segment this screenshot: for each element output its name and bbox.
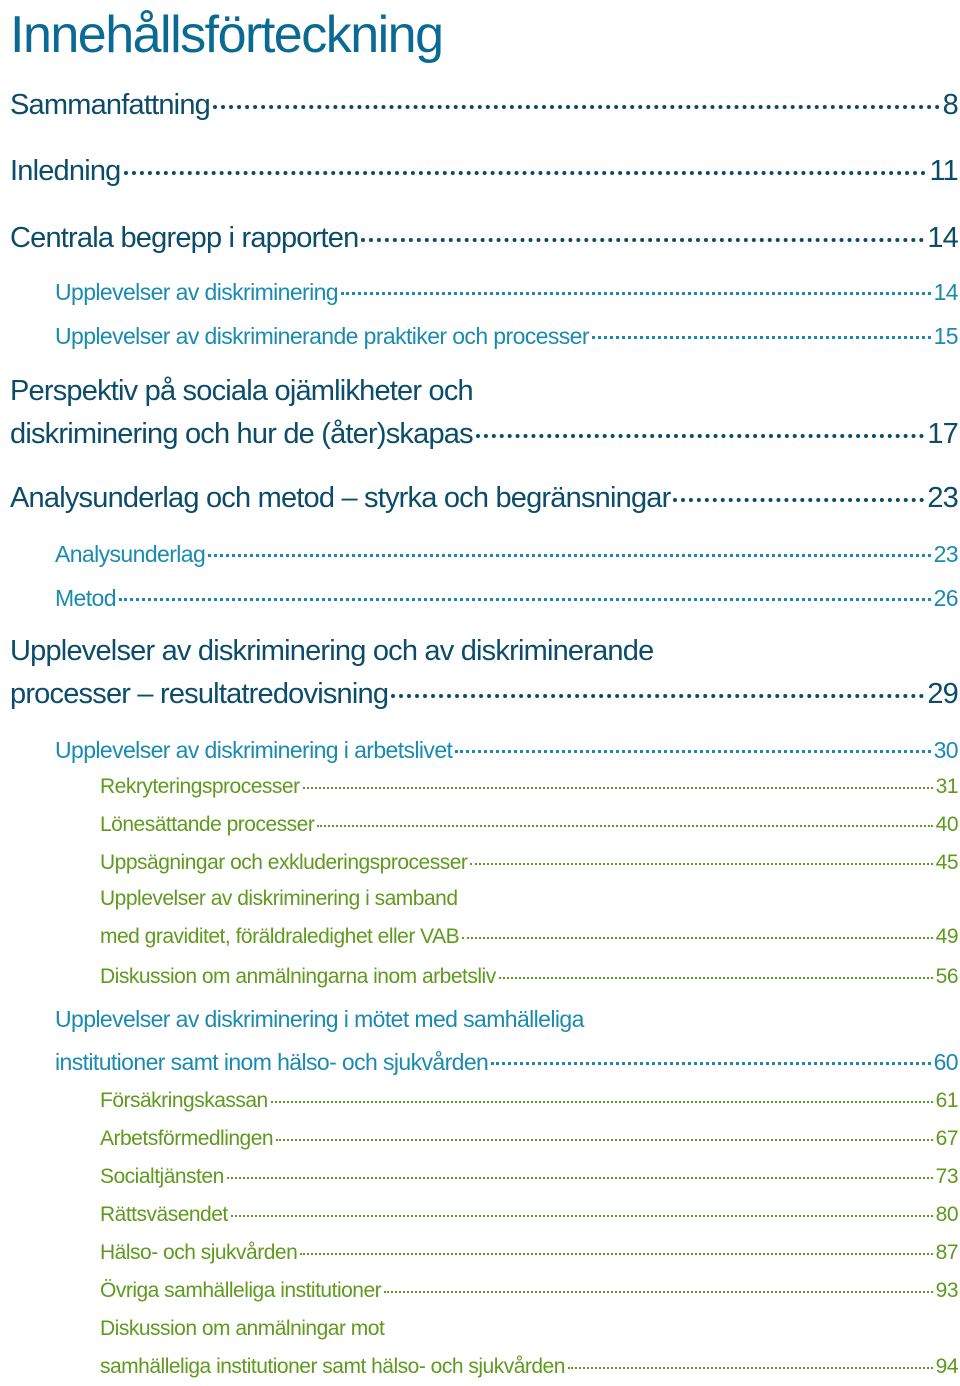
toc-entry-label: Arbetsförmedlingen	[100, 1127, 274, 1150]
toc-entry-line	[10, 673, 958, 716]
toc-entry-line	[100, 768, 958, 806]
toc-page-number: 14	[927, 222, 958, 254]
toc-entry-label: Centrala begrepp i rapporten	[10, 222, 359, 254]
dot-leader	[470, 863, 932, 865]
dot-leader	[227, 1177, 933, 1179]
toc-entry-line	[10, 150, 958, 193]
dot-leader	[300, 1253, 932, 1255]
toc-entry-line	[10, 217, 958, 260]
toc-entry-line	[55, 998, 958, 1041]
dot-leader	[303, 787, 933, 789]
toc-page-number: 14	[933, 279, 958, 305]
toc-entry-line	[55, 271, 958, 314]
toc-entry-label: institutioner samt inom hälso- och sjukvården	[55, 1049, 489, 1075]
toc-entry-label: Upplevelser av diskriminering och av diskriminerande	[10, 635, 654, 667]
toc-entry-label: Upplevelser av diskriminering i arbetslivet	[55, 737, 453, 763]
toc-entry-label: Socialtjänsten	[100, 1165, 224, 1188]
toc-entry-line	[100, 918, 958, 956]
toc-entry-label: diskriminering och hur de (åter)skapas	[10, 418, 473, 450]
dot-leader	[124, 171, 927, 175]
toc-entry-label: Diskussion om anmälningarna inom arbetsliv	[100, 965, 496, 988]
toc-entry-line	[100, 1272, 958, 1310]
toc-entry-line	[100, 1310, 958, 1348]
dot-leader	[673, 498, 924, 502]
toc-page-number: 80	[935, 1203, 958, 1226]
toc-entry-label: Upplevelser av diskriminering i samband	[100, 887, 458, 910]
toc-entry-label: Upplevelser av diskriminerande praktiker och processer	[55, 323, 589, 349]
toc-entry-label: Analysunderlag och metod – styrka och begränsningar	[10, 482, 671, 514]
toc-page-number: 23	[933, 541, 958, 567]
toc-entry[interactable]	[55, 271, 958, 314]
toc-entry-line	[100, 1120, 958, 1158]
dot-leader	[391, 694, 924, 698]
toc-entry[interactable]	[100, 1158, 958, 1196]
toc-entry-label: processer – resultatredovisning	[10, 678, 389, 710]
toc-entry-label: Diskussion om anmälningar mot	[100, 1317, 385, 1340]
toc-page-number: 94	[935, 1355, 958, 1378]
dot-leader	[384, 1291, 933, 1293]
toc-page-number: 60	[933, 1049, 958, 1075]
dot-leader	[476, 434, 925, 438]
toc-entry-line	[55, 1041, 958, 1084]
toc-page-number: 8	[942, 89, 958, 121]
toc-page-number: 15	[933, 323, 958, 349]
toc-page-number: 87	[935, 1241, 958, 1264]
toc-entry-label: Analysunderlag	[55, 541, 206, 567]
toc-entry[interactable]	[10, 477, 958, 520]
toc-page-number: 67	[935, 1127, 958, 1150]
dot-leader	[361, 238, 924, 242]
toc-entry-line	[100, 806, 958, 844]
toc-page-number: 17	[927, 418, 958, 450]
toc-entry-label: med graviditet, föräldraledighet eller VAB	[100, 925, 460, 948]
toc-entry-line	[55, 315, 958, 358]
toc-entry-line	[100, 1348, 958, 1386]
toc-entry-line	[10, 630, 958, 673]
dot-leader	[462, 937, 932, 939]
toc-entry-label: Perspektiv på sociala ojämlikheter och	[10, 375, 473, 407]
dot-leader	[231, 1215, 933, 1217]
dot-leader	[491, 1062, 930, 1065]
toc-entry-label: Upplevelser av diskriminering i mötet med samhälleliga	[55, 1006, 584, 1032]
toc-entry-label: Övriga samhälleliga institutioner	[100, 1279, 382, 1302]
toc-entry[interactable]	[100, 1272, 958, 1310]
toc-entry[interactable]	[100, 768, 958, 806]
toc-entry-line	[10, 413, 958, 456]
toc-page-number: 31	[935, 775, 958, 798]
toc-entry[interactable]	[100, 806, 958, 844]
dot-leader	[317, 825, 932, 827]
toc-entry-line	[10, 477, 958, 520]
toc-entry-line	[100, 844, 958, 882]
toc-entry-line	[100, 880, 958, 918]
toc-entry[interactable]	[100, 880, 958, 956]
toc-entry[interactable]	[55, 315, 958, 358]
dot-leader	[568, 1367, 933, 1369]
dot-leader	[499, 977, 933, 979]
toc-page-number: 29	[927, 678, 958, 710]
toc-page-number: 93	[935, 1279, 958, 1302]
toc-entry-label: Lönesättande processer	[100, 813, 315, 836]
toc-entry-line	[10, 84, 958, 127]
toc-page-number: 11	[929, 155, 958, 187]
toc-entry[interactable]	[100, 844, 958, 882]
toc-entry-label: Rättsväsendet	[100, 1203, 228, 1226]
dot-leader	[213, 105, 940, 109]
toc-page-number: 40	[935, 813, 958, 836]
dot-leader	[592, 336, 931, 339]
toc-entry[interactable]	[55, 533, 958, 576]
toc-entry[interactable]	[10, 370, 958, 456]
toc-entry-label: Försäkringskassan	[100, 1089, 268, 1112]
toc-entry-line	[55, 577, 958, 620]
toc-entry-line	[100, 1234, 958, 1272]
dot-leader	[276, 1139, 933, 1141]
toc-entry[interactable]	[100, 1120, 958, 1158]
toc-entry[interactable]	[10, 630, 958, 716]
toc-entry-line	[100, 958, 958, 996]
dot-leader	[341, 292, 931, 295]
toc-entry-line	[100, 1196, 958, 1234]
toc-page-number: 30	[933, 737, 958, 763]
toc-entry[interactable]	[10, 150, 958, 193]
toc-entry-label: Sammanfattning	[10, 89, 210, 121]
toc-page-number: 56	[935, 965, 958, 988]
toc-entry-label: Rekryteringsprocesser	[100, 775, 300, 798]
dot-leader	[119, 598, 931, 601]
toc-entry-label: Uppsägningar och exkluderingsprocesser	[100, 851, 468, 874]
toc-entry-label: Upplevelser av diskriminering	[55, 279, 338, 305]
toc-entry[interactable]	[100, 1234, 958, 1272]
toc-entry-label: Inledning	[10, 155, 121, 187]
toc-entry[interactable]	[55, 577, 958, 620]
dot-leader	[208, 554, 930, 557]
toc-entry-line	[100, 1082, 958, 1120]
toc-page-number: 26	[933, 585, 958, 611]
toc-entry[interactable]	[10, 217, 958, 260]
toc-entry-label: Hälso- och sjukvården	[100, 1241, 298, 1264]
dot-leader	[455, 750, 930, 753]
toc-page-number: 23	[927, 482, 958, 514]
toc-page-number: 61	[935, 1089, 958, 1112]
toc-entry[interactable]	[100, 1310, 958, 1386]
toc-entry[interactable]	[100, 958, 958, 996]
toc-entry[interactable]	[55, 729, 958, 772]
toc-entry-line	[55, 533, 958, 576]
toc-entry-line	[10, 370, 958, 413]
toc-entry[interactable]	[10, 84, 958, 127]
toc-entry-label: Metod	[55, 585, 116, 611]
toc-entry[interactable]	[55, 998, 958, 1084]
toc-page-number: 45	[935, 851, 958, 874]
page-title: Innehållsförteckning	[10, 6, 443, 64]
toc-entry-line	[100, 1158, 958, 1196]
toc-entry-label: samhälleliga institutioner samt hälso- och sjukvården	[100, 1355, 565, 1378]
dot-leader	[271, 1101, 933, 1103]
toc-page-number: 73	[935, 1165, 958, 1188]
toc-page-number: 49	[935, 925, 958, 948]
toc-entry[interactable]	[100, 1082, 958, 1120]
toc-entry[interactable]	[100, 1196, 958, 1234]
toc-entry-line	[55, 729, 958, 772]
